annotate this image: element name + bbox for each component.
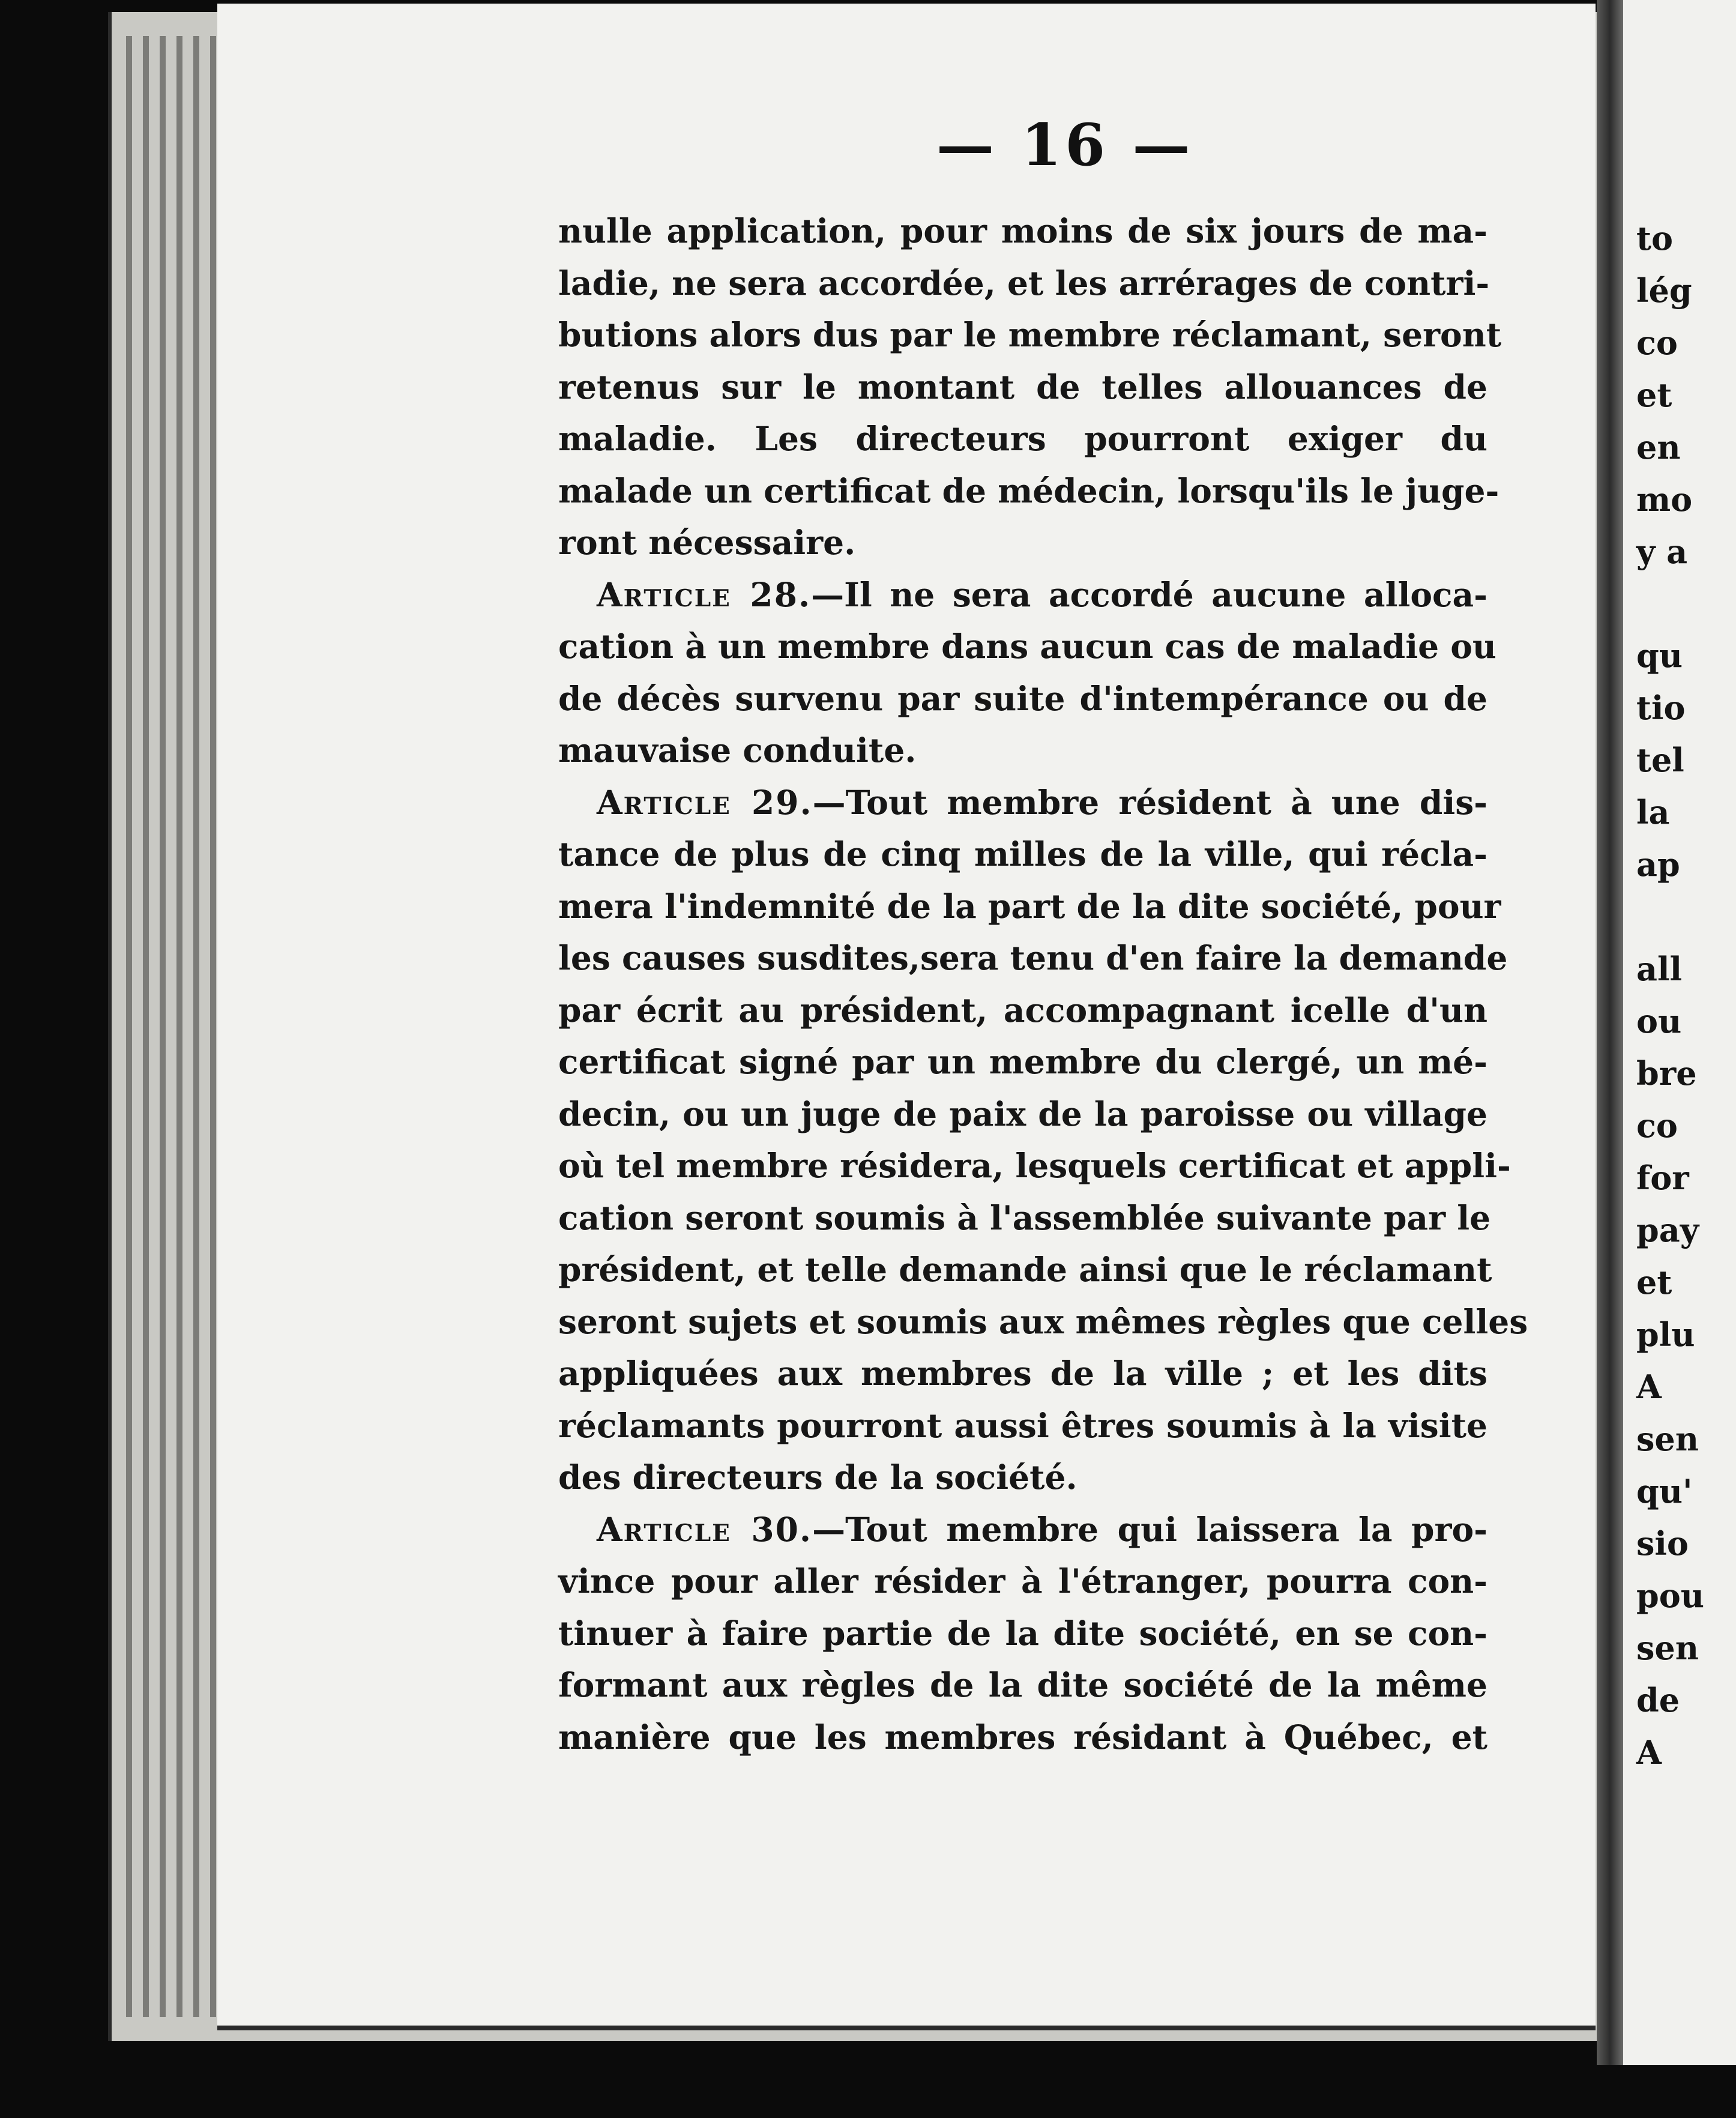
text-line: appliquées aux membres de la ville ; et les dits	[558, 1354, 1487, 1393]
text-line: nulle application, pour moins de six jours de ma-	[558, 211, 1487, 250]
right-page-fragment: for	[1636, 1159, 1689, 1197]
text-line: réclamants pourront aussi êtres soumis à la visite	[558, 1405, 1487, 1445]
page-number: — 16 —	[936, 111, 1194, 179]
page-edge	[143, 36, 149, 2017]
article-label: Article 30.	[597, 1509, 813, 1549]
body-text	[558, 205, 1528, 1763]
text-line: tinuer à faire partie de la dite société, en se con-	[558, 1613, 1487, 1653]
text-line: —Il ne sera accordé aucune alloca-	[811, 575, 1487, 614]
text-line: tance de plus de cinq milles de la ville, qui récla-	[558, 834, 1487, 873]
article-label: Article 28.	[597, 575, 812, 614]
text-line: maladie. Les directeurs pourront exiger du	[558, 419, 1487, 458]
right-page-fragment: pou	[1636, 1576, 1705, 1615]
right-page-fragment: sen	[1636, 1420, 1699, 1458]
text-line: président, et telle demande ainsi que le réclamant	[558, 1250, 1492, 1289]
right-page-fragment: tio	[1636, 689, 1686, 727]
right-page-fragment: en	[1636, 428, 1681, 466]
text-line: cation seront soumis à l'assemblée suivante par le	[558, 1198, 1491, 1237]
right-page-fragment: sio	[1636, 1524, 1689, 1563]
text-line: manière que les membres résidant à Québec, et	[558, 1717, 1487, 1757]
text-line: butions alors dus par le membre réclamant, seront	[558, 315, 1502, 354]
right-page-fragment: ap	[1636, 845, 1680, 884]
right-page-fragment: et	[1636, 376, 1672, 414]
article-label: Article 29.	[597, 782, 813, 822]
right-page-fragment: A	[1636, 1368, 1662, 1406]
page-edge	[193, 36, 199, 2017]
text-line: mauvaise conduite.	[558, 731, 917, 770]
right-page-fragment: sen	[1636, 1629, 1699, 1667]
text-line: seront sujets et soumis aux mêmes règles que celles	[558, 1302, 1528, 1341]
page-edge	[210, 36, 216, 2017]
text-line: formant aux règles de la dite société de la même	[558, 1665, 1487, 1704]
right-page-fragment: tel	[1636, 741, 1684, 779]
text-line: certificat signé par un membre du clergé, un mé-	[558, 1042, 1487, 1081]
right-page-fragment: co	[1636, 1106, 1678, 1145]
text-line: decin, ou un juge de paix de la paroisse ou village	[558, 1094, 1487, 1133]
right-page-fragment: y a	[1636, 533, 1688, 571]
page-edge	[126, 36, 132, 2017]
text-line: ladie, ne sera accordée, et les arrérages de contri-	[558, 263, 1490, 303]
text-line: les causes susdites,sera tenu d'en faire la demande	[558, 938, 1508, 977]
book-gutter	[1597, 0, 1623, 2065]
text-line: par écrit au président, accompagnant icelle d'un	[558, 990, 1487, 1030]
page-edge	[176, 36, 182, 2017]
text-line: —Tout membre qui laissera la pro-	[812, 1509, 1487, 1549]
article-29-first-line	[558, 777, 1487, 829]
text-line: cation à un membre dans aucun cas de maladie ou	[558, 627, 1496, 666]
article-30-first-line	[558, 1504, 1487, 1556]
text-line: de décès survenu par suite d'intempérance ou de	[558, 678, 1487, 718]
page-edge	[160, 36, 166, 2017]
right-page-fragment: co	[1636, 324, 1678, 362]
right-page-fragment: to	[1636, 219, 1673, 258]
text-line: retenus sur le montant de telles allouances de	[558, 367, 1487, 406]
text-line: des directeurs de la société.	[558, 1458, 1077, 1497]
right-page-fragment: qu'	[1636, 1472, 1693, 1510]
right-page-fragment: la	[1636, 793, 1670, 831]
right-page	[1623, 0, 1736, 2065]
right-page-fragment: A	[1636, 1733, 1662, 1772]
right-page-fragment: all	[1636, 950, 1683, 988]
text-line: ront nécessaire.	[558, 523, 856, 562]
text-line: mera l'indemnité de la part de la dite société, pour	[558, 886, 1501, 926]
text-line: vince pour aller résider à l'étranger, pourra con-	[558, 1561, 1487, 1601]
right-page-fragment: qu	[1636, 636, 1683, 675]
text-line: malade un certificat de médecin, lorsqu'ils le juge-	[558, 471, 1499, 510]
right-page-fragment: plu	[1636, 1315, 1695, 1354]
right-page-fragment: de	[1636, 1681, 1680, 1719]
right-page-fragment: ou	[1636, 1002, 1682, 1040]
right-page-fragment: mo	[1636, 480, 1693, 519]
text-line: où tel membre résidera, lesquels certificat et appli-	[558, 1146, 1511, 1185]
right-page-fragment: et	[1636, 1263, 1672, 1302]
article-28-first-line	[558, 569, 1487, 621]
right-page-fragment: lég	[1636, 271, 1692, 310]
right-page-fragment: bre	[1636, 1054, 1697, 1093]
text-line: —Tout membre résident à une dis-	[812, 782, 1488, 822]
right-page-fragment: pay	[1636, 1211, 1699, 1249]
